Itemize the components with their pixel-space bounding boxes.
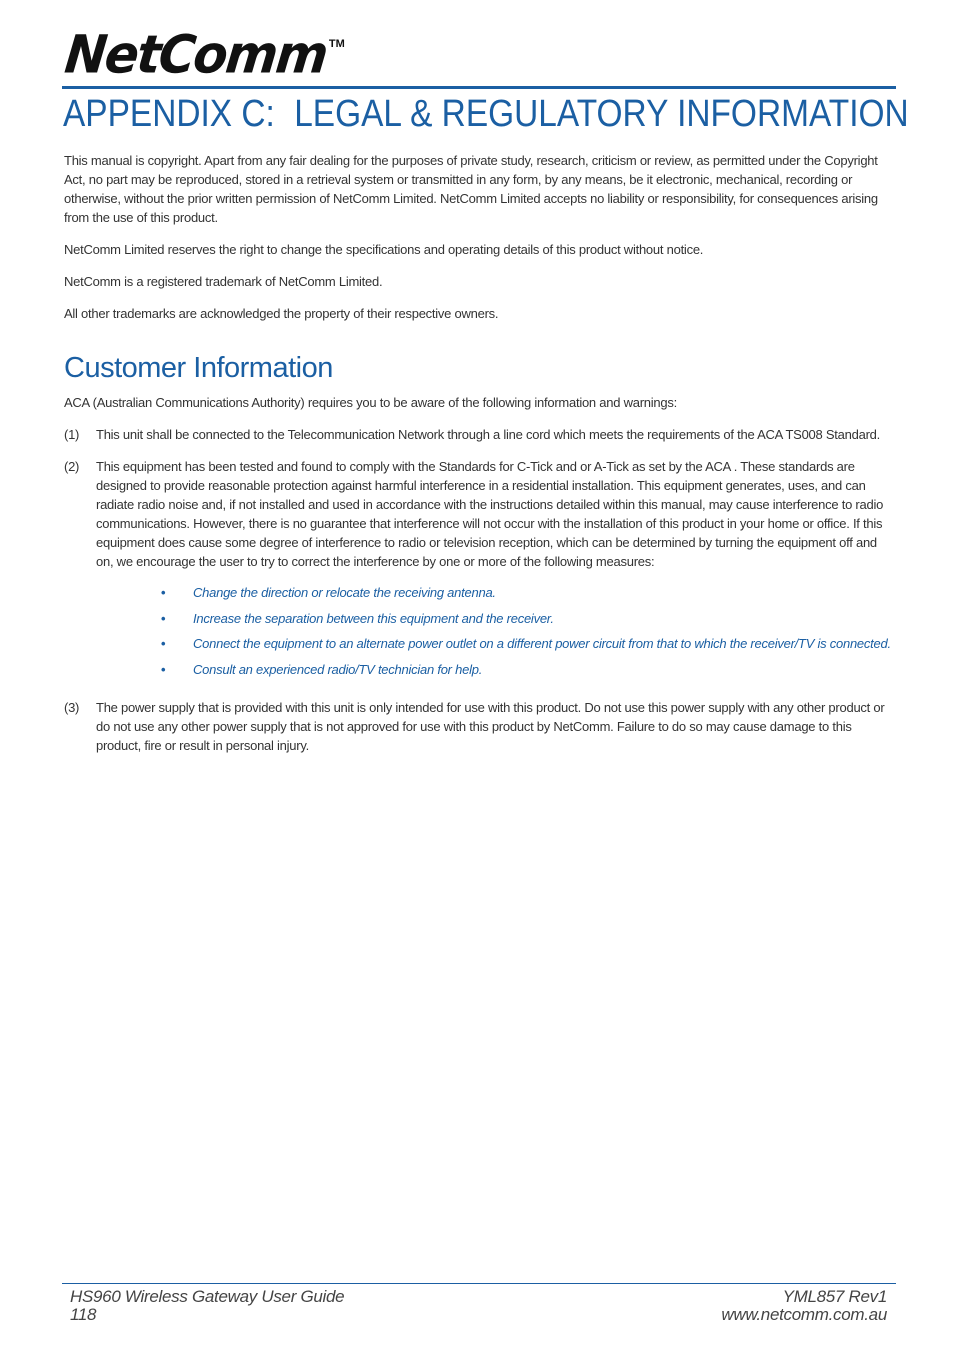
measure-text: Change the direction or relocate the receiving antenna.: [193, 585, 496, 600]
customer-information-heading: Customer Information: [64, 352, 333, 384]
measure-text: Consult an experienced radio/TV technician for help.: [193, 661, 483, 677]
item-text: The power supply that is provided with this unit is only intended for use with this product. Do not use this power supply with any other product or do not use any other power supply that is not approved for use with this product by NetComm. Failure to do so may cause damage to this product, fire or result in personal injury.: [96, 700, 885, 753]
measure-text: Increase the separation between this equipment and the receiver.: [193, 610, 554, 626]
page-title: [63, 92, 909, 136]
other-trademarks-paragraph: All other trademarks are acknowledged the property of their respective owners.: [64, 306, 499, 321]
item-number: (2): [64, 459, 80, 474]
trademark-paragraph: NetComm is a registered trademark of NetComm Limited.: [64, 274, 383, 289]
copyright-paragraph: This manual is copyright. Apart from any fair dealing for the purposes of private study, research, criticism or review, as permitted under the Copyright Act, no part may be reproduced, stored in a retrieval system or transmitted in any form, by any means, be it electronic, mechanical, recording or otherwise, without the prior written permission of NetComm Limited. NetComm Limited accepts no liability or responsibility, for consequences arising from the use of this product.: [64, 153, 878, 225]
item-body: [96, 457, 896, 685]
netcomm-logo: [62, 26, 345, 86]
page-number: 118: [70, 1305, 97, 1324]
footer-divider: [62, 1283, 896, 1284]
footer-left: [70, 1288, 344, 1324]
list-item: [161, 583, 896, 602]
footer-right: [721, 1288, 887, 1324]
list-item: [161, 660, 896, 679]
numbered-item-2: [64, 457, 896, 685]
logo-trademark: TM: [328, 38, 345, 50]
page-title-appendix: APPENDIX C:: [63, 93, 275, 135]
document-body: [64, 151, 896, 768]
bullet-icon: •: [161, 585, 166, 600]
bullet-icon: •: [161, 636, 166, 651]
item-number: (1): [64, 427, 80, 442]
item-number: (3): [64, 700, 80, 715]
guide-title: HS960 Wireless Gateway User Guide: [70, 1287, 345, 1306]
page-title-subject: LEGAL & REGULATORY INFORMATION: [294, 93, 909, 135]
specifications-paragraph: NetComm Limited reserves the right to change the specifications and operating details of this product without notice.: [64, 242, 704, 257]
document-code: YML857 Rev1: [782, 1287, 887, 1306]
logo-wordmark: NetComm: [62, 24, 330, 85]
measure-text: Connect the equipment to an alternate power outlet on a different power circuit from that to which the receiver/TV is connected.: [193, 636, 891, 651]
item-text: This unit shall be connected to the Telecommunication Network through a line cord which meets the requirements of the ACA TS008 Standard.: [96, 427, 881, 442]
website-address: www.netcomm.com.au: [721, 1305, 887, 1324]
interference-measures-list: [96, 583, 896, 679]
numbered-item-1: [64, 425, 896, 444]
header-divider: [62, 86, 896, 89]
numbered-item-3: [64, 698, 896, 755]
bullet-icon: •: [161, 610, 166, 626]
list-item: [161, 609, 896, 628]
list-item: [161, 634, 896, 653]
bullet-icon: •: [161, 661, 166, 677]
item-text: This equipment has been tested and found to comply with the Standards for C-Tick and or A-Tick as set by the ACA . These standards are designed to provide reasonable protection against harmful interference in a residential installation. This equipment generates, uses, and can radiate radio noise and, if not installed and used in accordance with the instructions detailed within this manual, may cause interference to radio communications. However, there is no guarantee that interference will not occur with the installation of this product in your home or office. If this equipment does cause some degree of interference to radio or television reception, which can be determined by turning the equipment off and on, we encourage the user to try to correct the interference by one or more of the following measures:: [96, 459, 884, 569]
aca-intro-paragraph: ACA (Australian Communications Authority) requires you to be aware of the following information and warnings:: [64, 395, 677, 410]
